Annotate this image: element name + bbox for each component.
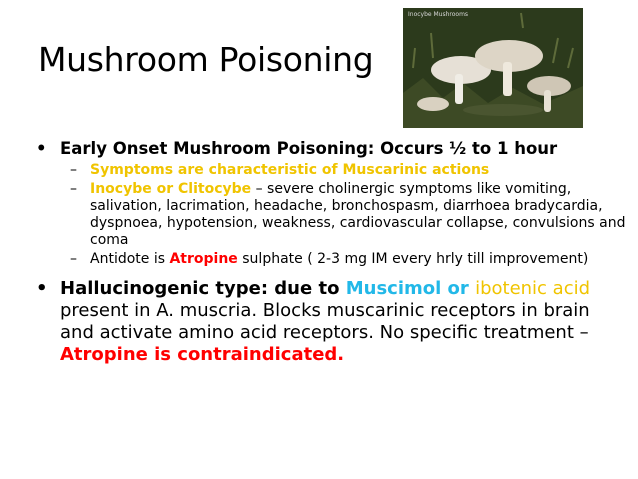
bullet-early-onset: • Early Onset Mushroom Poisoning: Occurs ½ to 1 hour <box>36 138 626 160</box>
symptoms-text: Symptoms are characteristic of Muscarinic actions <box>90 162 490 178</box>
contraindicated-highlight: Atropine is contraindicated. <box>60 344 345 365</box>
mushroom-illustration <box>403 8 583 128</box>
inocybe-highlight: Inocybe or Clitocybe <box>90 181 252 197</box>
slide-title: Mushroom Poisoning <box>38 40 374 79</box>
sub-point-antidote <box>70 251 626 268</box>
antidote-rest: sulphate ( 2-3 mg IM every hrly till improvement) <box>237 251 589 267</box>
muscimol-highlight: Muscimol or <box>345 278 476 299</box>
bullet-hallucinogenic <box>36 278 626 366</box>
photo-caption: Inocybe Mushrooms <box>408 11 469 18</box>
early-onset-subpoints <box>70 162 626 268</box>
ibotenic-highlight: ibotenic acid <box>475 278 591 299</box>
hallucinogenic-body: present in A. muscria. Blocks muscarinic receptors in brain and activate amino acid receptors. No specific treatment – <box>60 300 590 343</box>
inocybe-text: – severe cholinergic symptoms like vomiting, salivation, lacrimation, headache, bronchospasm, diarrhoea bradycardia, dyspnoea, hypotension, weakness, cardiovascular collapse, convulsions and coma <box>90 181 626 248</box>
mushroom-photo <box>403 8 583 128</box>
atropine-highlight: Atropine <box>169 251 238 267</box>
hallucinogenic-lead: Hallucinogenic type: due to <box>60 278 346 299</box>
sub-point-symptoms <box>70 162 626 179</box>
slide-content <box>36 138 626 366</box>
sub-point-inocybe <box>70 181 626 249</box>
antidote-pre: Antidote is <box>90 251 170 267</box>
